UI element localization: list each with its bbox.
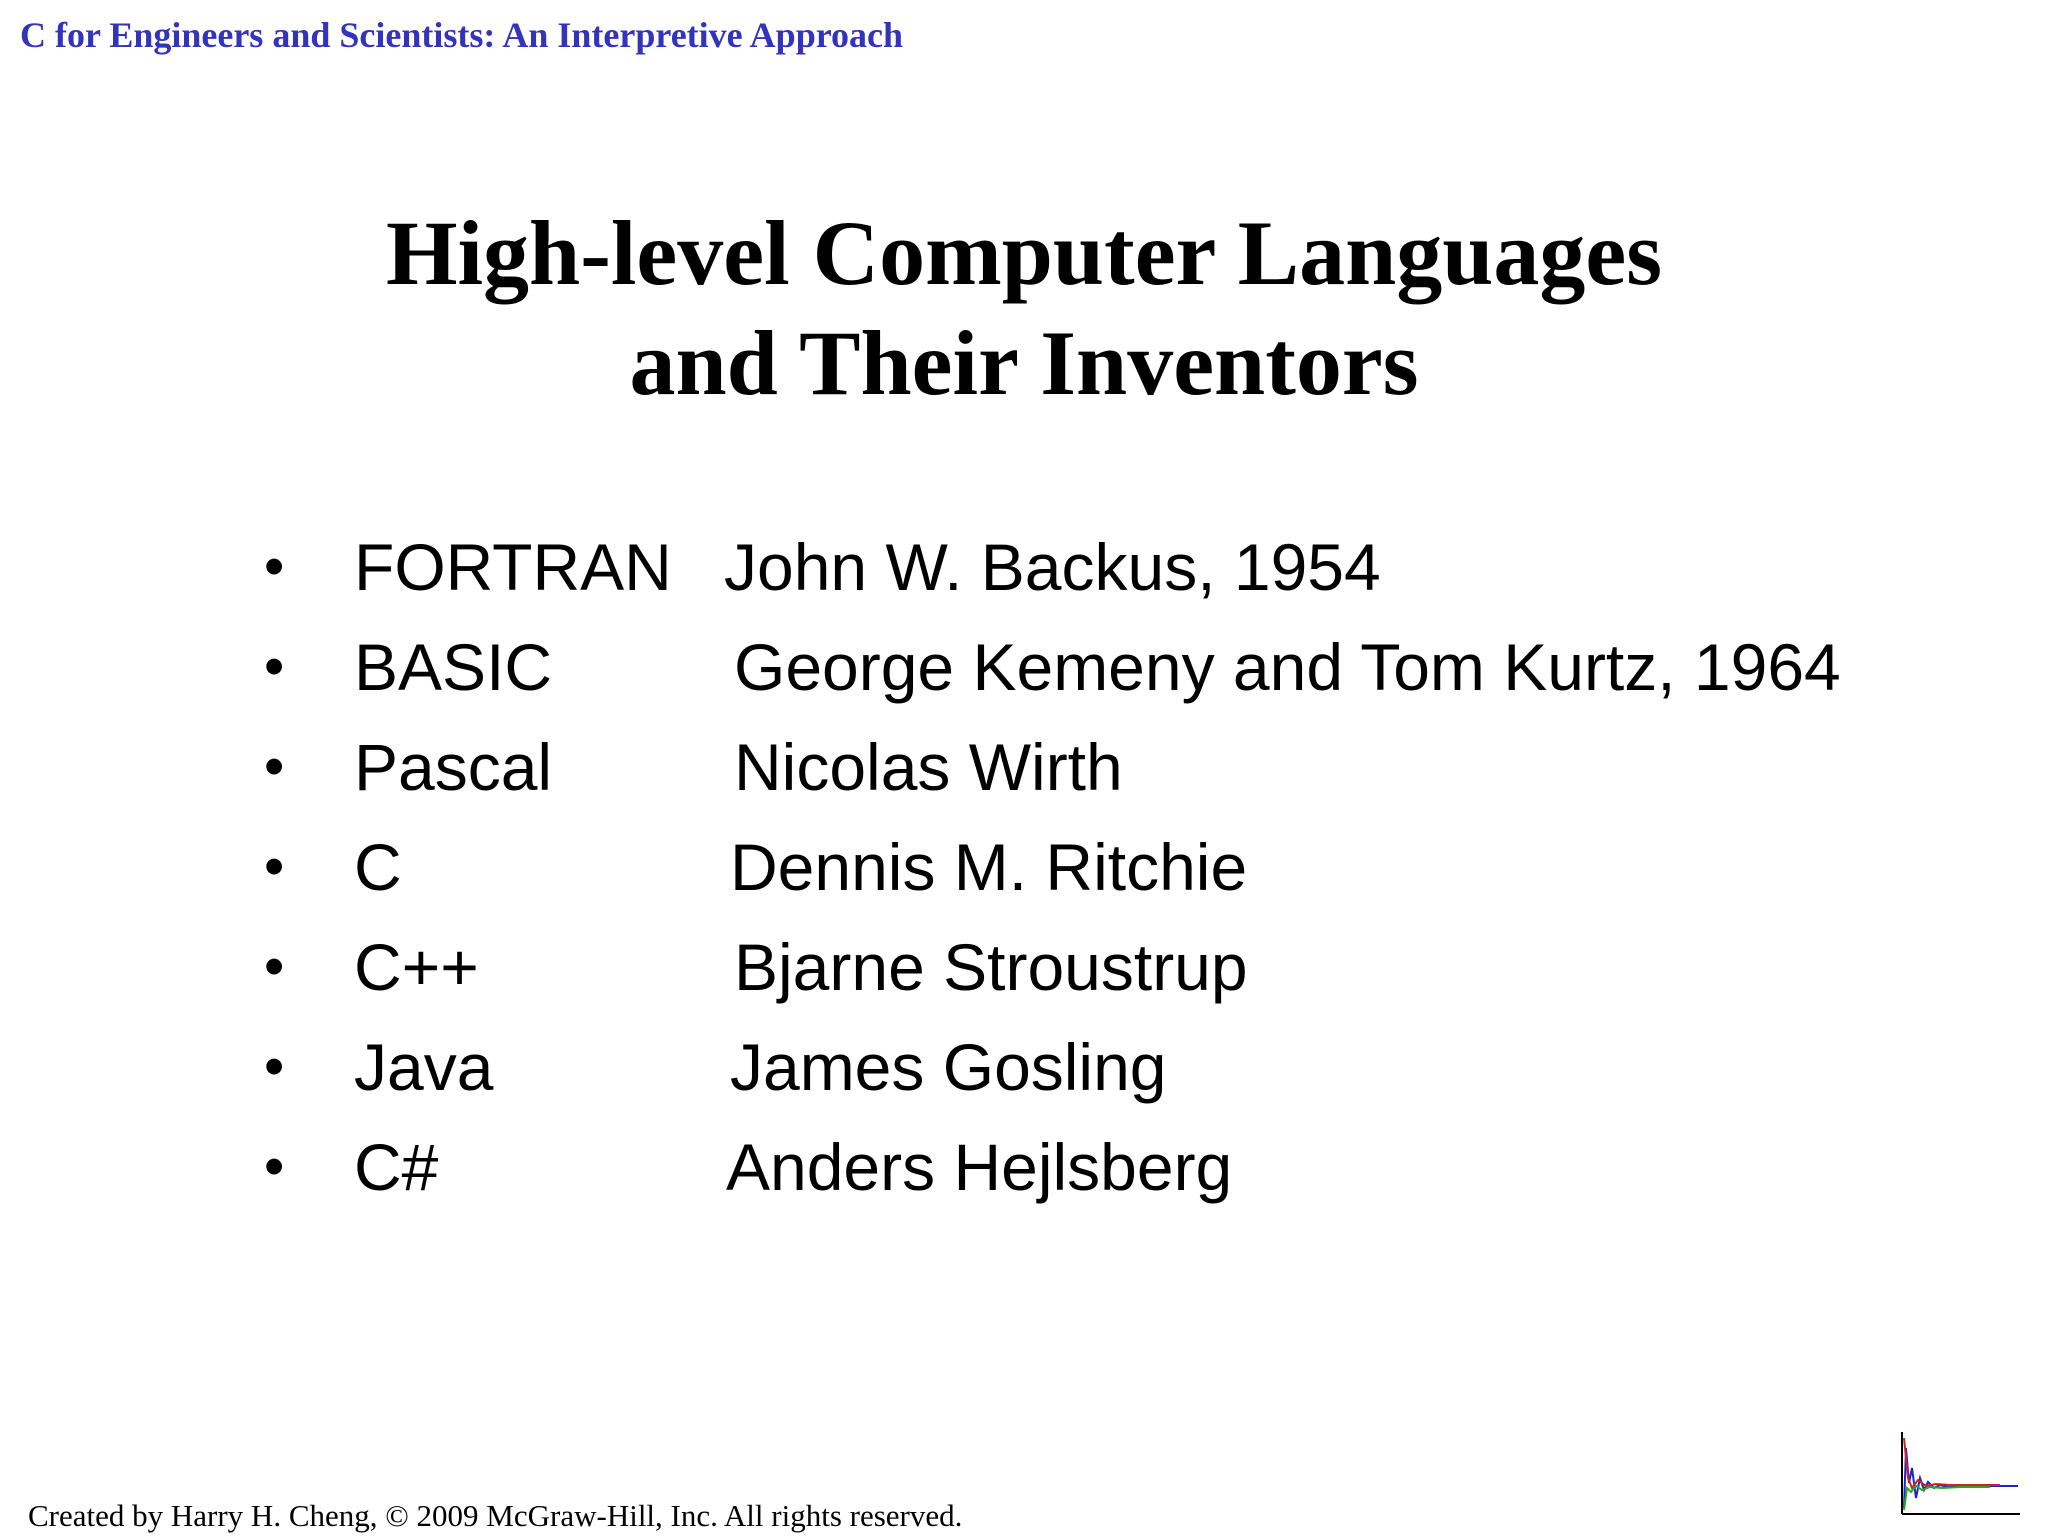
- inventor-name: Anders Hejlsberg: [726, 1130, 1233, 1204]
- bullet-icon: •: [264, 834, 285, 899]
- inventor-name: George Kemeny and Tom Kurtz, 1964: [734, 630, 1841, 704]
- slide-title-line-1: High-level Computer Languages: [385, 202, 1663, 304]
- bullet-icon: •: [264, 534, 285, 599]
- list-item: [0, 527, 2048, 607]
- language-name: FORTRAN: [354, 530, 672, 604]
- language-name: Java: [354, 1030, 494, 1104]
- language-name: BASIC: [354, 630, 553, 704]
- inventor-name: Bjarne Stroustrup: [734, 930, 1248, 1004]
- language-name: C: [354, 830, 402, 904]
- bullet-icon: •: [264, 634, 285, 699]
- language-name: C#: [354, 1130, 439, 1204]
- bullet-icon: •: [264, 934, 285, 999]
- list-item: [0, 727, 2048, 807]
- list-item: [0, 827, 2048, 907]
- step-response-plot-icon: [1890, 1428, 2022, 1518]
- inventor-name: James Gosling: [730, 1030, 1167, 1104]
- list-item: [0, 1127, 2048, 1207]
- inventor-name: Nicolas Wirth: [734, 730, 1123, 804]
- copyright-footer: Created by Harry H. Cheng, © 2009 McGraw-Hill, Inc. All rights reserved.: [28, 1498, 963, 1533]
- inventor-name: John W. Backus, 1954: [724, 530, 1381, 604]
- language-name: C++: [354, 930, 479, 1004]
- list-item: [0, 627, 2048, 707]
- language-name: Pascal: [354, 730, 553, 804]
- slide-title-line-2: and Their Inventors: [629, 312, 1419, 414]
- list-item: [0, 1027, 2048, 1107]
- bullet-icon: •: [264, 734, 285, 799]
- list-item: [0, 927, 2048, 1007]
- bullet-icon: •: [264, 1034, 285, 1099]
- bullet-icon: •: [264, 1134, 285, 1199]
- book-title-header: C for Engineers and Scientists: An Interpretive Approach: [20, 15, 904, 55]
- inventor-name: Dennis M. Ritchie: [730, 830, 1248, 904]
